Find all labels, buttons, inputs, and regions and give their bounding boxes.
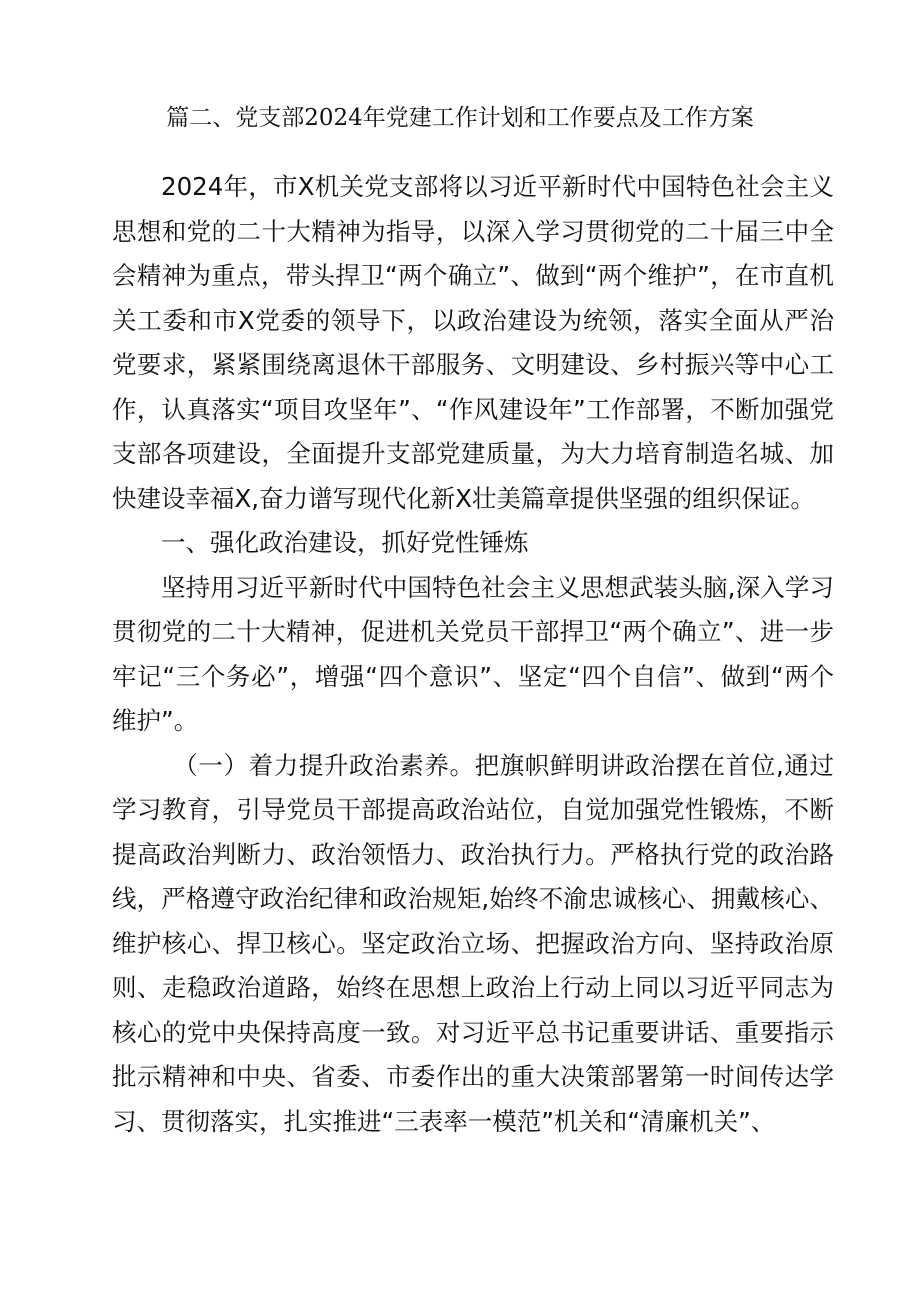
section-1-paragraph: 坚持用习近平新时代中国特色社会主义思想武装头脑,深入学习贯彻党的二十大精神，促进机关党员干部捍卫“两个确立”、进一步牢记“三个务必”，增强“四个意识”、坚定“四个自信”、做到“两个维护”。: [112, 572, 834, 735]
document-title: 篇二、党支部2024年党建工作计划和工作要点及工作方案: [166, 105, 754, 131]
intro-paragraph: 2024年，市X机关党支部将以习近平新时代中国特色社会主义思想和党的二十大精神为指导，以深入学习贯彻党的二十届三中全会精神为重点，带头捍卫“两个确立”、做到“两个维护”，在市直机关工委和市X党委的领导下，以政治建设为统领，落实全面从严治党要求，紧紧围绕离退休干部服务、文明建设、乡村振兴等中心工作，认真落实“项目攻坚年”、“作风建设年”工作部署，不断加强党支部各项建设，全面提升支部党建质量，为大力培育制造名城、加快建设幸福X,奋力谱写现代化新X壮美篇章提供坚强的组织保证。: [112, 172, 834, 513]
document-body: [112, 165, 834, 1144]
subsection-1-paragraph: （一）着力提升政治素养。把旗帜鲜明讲政治摆在首位,通过学习教育，引导党员干部提高政治站位，自觉加强党性锻炼，不断提高政治判断力、政治领悟力、政治执行力。严格执行党的政治路线，严格遵守政治纪律和政治规矩,始终不渝忠诚核心、拥戴核心、维护核心、捍卫核心。坚定政治立场、把握政治方向、坚持政治原则、走稳政治道路，始终在思想上政治上行动上同以习近平同志为核心的党中央保持高度一致。对习近平总书记重要讲话、重要指示批示精神和中央、省委、市委作出的重大决策部署第一时间传达学习、贯彻落实，扎实推进“三表率一模范”机关和“清廉机关”、: [112, 750, 834, 1136]
section-heading-1: 一、强化政治建设，抓好党性锤炼: [161, 528, 529, 557]
